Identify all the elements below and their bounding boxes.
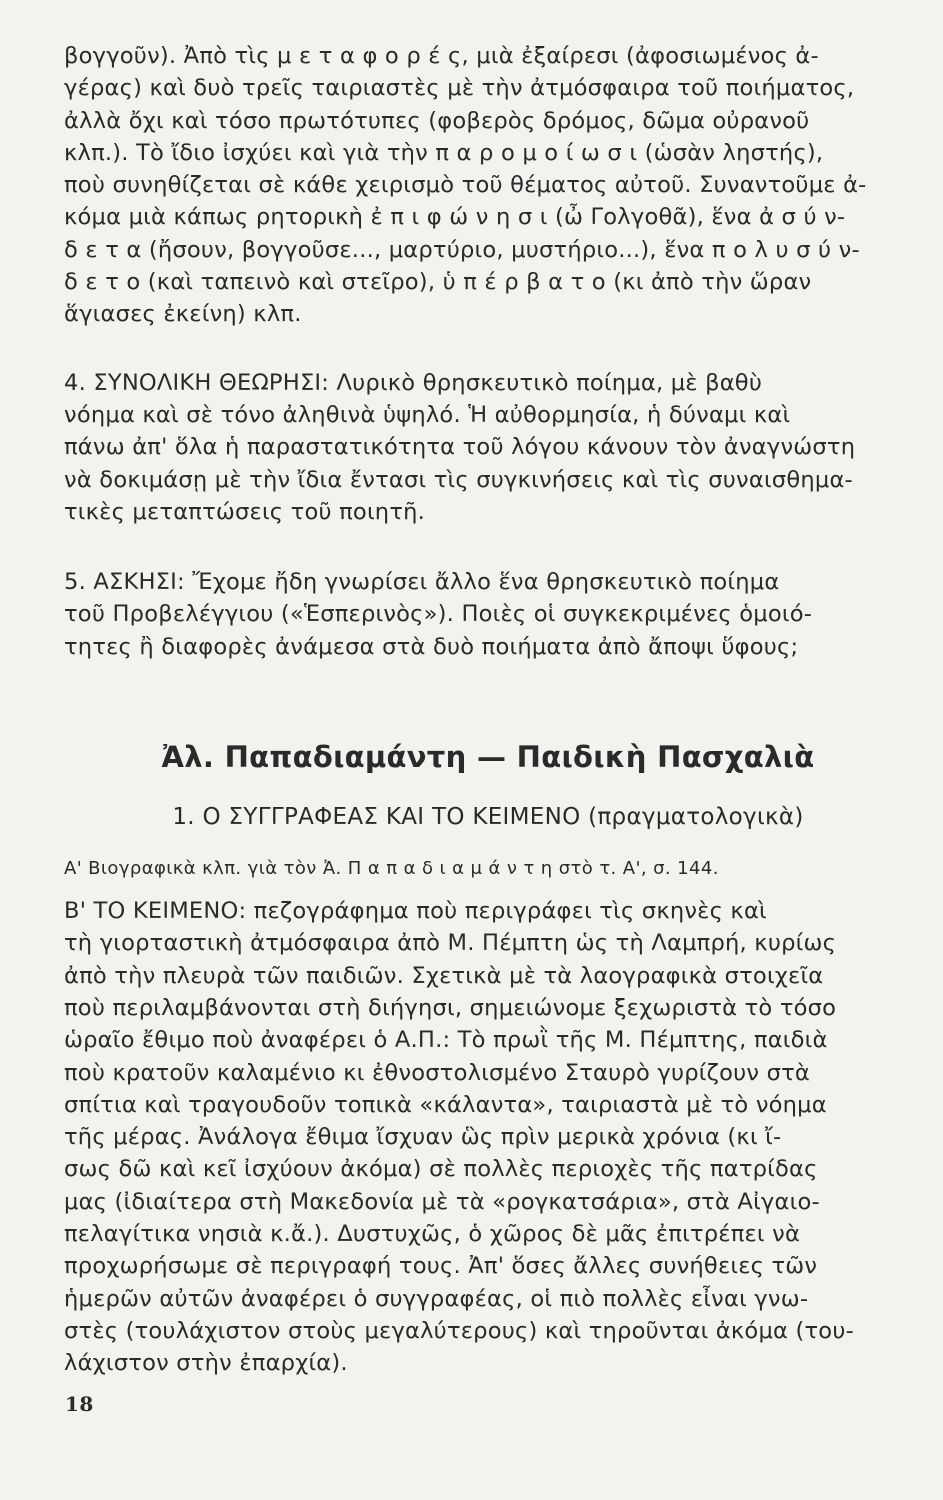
- paragraph-exercise: 5. ΑΣΚΗΣΙ: Ἔχομε ἤδη γνωρίσει ἄλλο ἕνα θρησκευτικὸ ποίημα τοῦ Προβελέγγιου («Ἑσπερινὸς»). Ποιὲς οἱ συγκεκριμένες ὁμοιό- τητες ἢ διαφορὲς ἀνάμεσα στὰ δυὸ ποιήματα ἀπὸ ἄποψι ὕφους;: [64, 569, 813, 660]
- page-content: [64, 40, 912, 1380]
- page-number: 18: [65, 1392, 94, 1416]
- paragraph-overall-review: 4. ΣΥΝΟΛΙΚΗ ΘΕΩΡΗΣΙ: Λυρικὸ θρησκευτικὸ ποίημα, μὲ βαθὺ νόημα καὶ σὲ τόνο ἀληθινὰ ὑψηλό. Ἡ αὐθορμησία, ἡ δύναμι καὶ πάνω ἀπ' ὅλα ἡ παραστατικότητα τοῦ λόγου κάνουν τὸν ἀναγνώστη νὰ δοκιμάσῃ μὲ τὴν ἴδια ἔντασι τὶς συγκινήσεις καὶ τὶς συναισθημα- τικὲς μεταπτώσεις τοῦ ποιητῆ.: [64, 369, 856, 525]
- paragraph-figures-of-speech: βογγοῦν). Ἀπὸ τὶς μ ε τ α φ ο ρ έ ς, μιὰ ἐξαίρεσι (ἀφοσιωμένος ἀ- γέρας) καὶ δυὸ τρεῖς ταιριαστὲς μὲ τὴν ἀτμόσφαιρα τοῦ ποιήματος, ἀλλὰ ὄχι καὶ τόσο πρωτότυπες (φοβερὸς δρόμος, δῶμα οὐρανοῦ κλπ.). Τὸ ἴδιο ἰσχύει καὶ γιὰ τὴν π α ρ ο μ ο ί ω σ ι (ὡσὰν ληστής), ποὺ συνηθίζεται σὲ κάθε χειρισμὸ τοῦ θέματος αὐτοῦ. Συναντοῦμε ἀ- κόμα μιὰ κάπως ρητορικὴ ἐ π ι φ ώ ν η σ ι (ὦ Γολγοθᾶ), ἕνα ἀ σ ύ ν- δ ε τ α (ἤσουν, βογγοῦσε..., μαρτύριο, μυστήριο...), ἕνα π ο λ υ σ ύ ν- δ ε τ ο (καὶ ταπεινὸ καὶ στεῖρο), ὑ π έ ρ β α τ ο (κι ἀπὸ τὴν ὥραν ἅγιασες ἐκείνη) κλπ.: [64, 43, 867, 328]
- paragraph-text-description: Β' ΤΟ ΚΕΙΜΕΝΟ: πεζογράφημα ποὺ περιγράφει τὶς σκηνὲς καὶ τὴ γιορταστικὴ ἀτμόσφαιρα ἀπὸ Μ. Πέμπτη ὡς τὴ Λαμπρή, κυρίως ἀπὸ τὴν πλευρὰ τῶν παιδιῶν. Σχετικὰ μὲ τὰ λαογραφικὰ στοιχεῖα ποὺ περιλαμβάνονται στὴ διήγησι, σημειώνομε ξεχωριστὰ τὸ τόσο ὡραῖο ἔθιμο ποὺ ἀναφέρει ὁ Α.Π.: Τὸ πρωῒ τῆς Μ. Πέμπτης, παιδιὰ ποὺ κρατοῦν καλαμένιο κι ἐθνοστολισμένο Σταυρὸ γυρίζουν στὰ σπίτια καὶ τραγουδοῦν τοπικὰ «κάλαντα», ταιριαστὰ μὲ τὸ νόημα τῆς μέρας. Ἀνάλογα ἔθιμα ἴσχυαν ὣς πρὶν μερικὰ χρόνια (κι ἴ- σως δῶ καὶ κεῖ ἰσχύουν ἀκόμα) σὲ πολλὲς περιοχὲς τῆς πατρίδας μας (ἰδιαίτερα στὴ Μακεδονία μὲ τὰ «ρογκατσάρια», στὰ Αἰγαιο- πελαγίτικα νησιὰ κ.ἄ.). Δυστυχῶς, ὁ χῶρος δὲ μᾶς ἐπιτρέπει νὰ προχωρήσωμε σὲ περιγραφή τους. Ἀπ' ὅσες ἄλλες συνήθειες τῶν ἡμερῶν αὐτῶν ἀναφέρει ὁ συγγραφέας, οἱ πιὸ πολλὲς εἶναι γνω- στὲς (τουλάχιστον στοὺς μεγαλύτερους) καὶ τηροῦνται ἀκόμα (του- λάχιστον στὴν ἐπαρχία).: [64, 898, 854, 1377]
- section-title: Ἀλ. Παπαδιαμάντη — Παιδικὴ Πασχαλιὰ: [161, 740, 815, 775]
- subsection-title: 1. Ο ΣΥΓΓΡΑΦΕΑΣ ΚΑΙ ΤΟ ΚΕΙΜΕΝΟ (πραγματολογικὰ): [172, 804, 804, 831]
- biography-reference: Α' Βιογραφικὰ κλπ. γιὰ τὸν Ἀ. Π α π α δ ι α μ ά ν τ η στὸ τ. Α', σ. 144.: [64, 858, 719, 880]
